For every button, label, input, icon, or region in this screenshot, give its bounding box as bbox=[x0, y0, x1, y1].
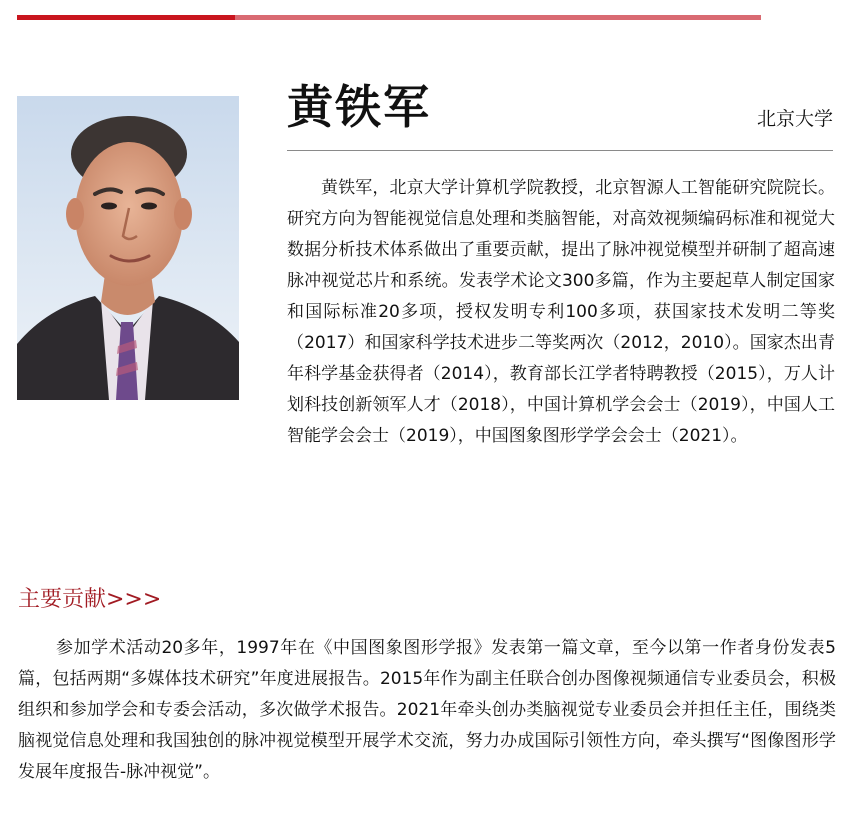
top-accent-bar bbox=[17, 15, 761, 20]
top-accent-bar-dark-segment bbox=[17, 15, 235, 20]
contributions-paragraph: 参加学术活动20多年，1997年在《中国图象图形学报》发表第一篇文章，至今以第一作者身份发表5篇，包括两期“多媒体技术研究”年度进展报告。2015年作为副主任联合创办图像视频通信专业委员会，积极组织和参加学会和专委会活动，多次做学术报告。2021年牵头创办类脑视觉专业委员会并担任主任，围绕类脑视觉信息处理和我国独创的脉冲视觉模型开展学术交流，努力办成国际引领性方向，牵头撰写“图像图形学发展年度报告-脉冲视觉”。 bbox=[18, 638, 836, 782]
name-divider bbox=[287, 150, 833, 151]
section-title-contributions: 主要贡献>>> bbox=[18, 587, 162, 612]
portrait-illustration bbox=[17, 96, 239, 400]
affiliation: 北京大学 bbox=[756, 108, 833, 130]
person-name: 黄铁军 bbox=[287, 80, 431, 134]
top-accent-bar-light-segment bbox=[235, 15, 761, 20]
portrait-photo bbox=[17, 96, 239, 400]
biography-paragraph: 黄铁军，北京大学计算机学院教授，北京智源人工智能研究院院长。研究方向为智能视觉信息处理和类脑智能，对高效视频编码标准和视觉大数据分析技术体系做出了重要贡献，提出了脉冲视觉模型并研制了超高速脉冲视觉芯片和系统。发表学术论文300多篇，作为主要起草人制定国家和国际标准20多项，授权发明专利100多项，获国家技术发明二等奖（2017）和国家科学技术进步二等奖两次（2012，2010）。国家杰出青年科学基金获得者（2014），教育部长江学者特聘教授（2015），万人计划科技创新领军人才（2018），中国计算机学会会士（2019），中国人工智能学会会士（2019），中国图象图形学学会会士（2021）。 bbox=[287, 178, 835, 446]
